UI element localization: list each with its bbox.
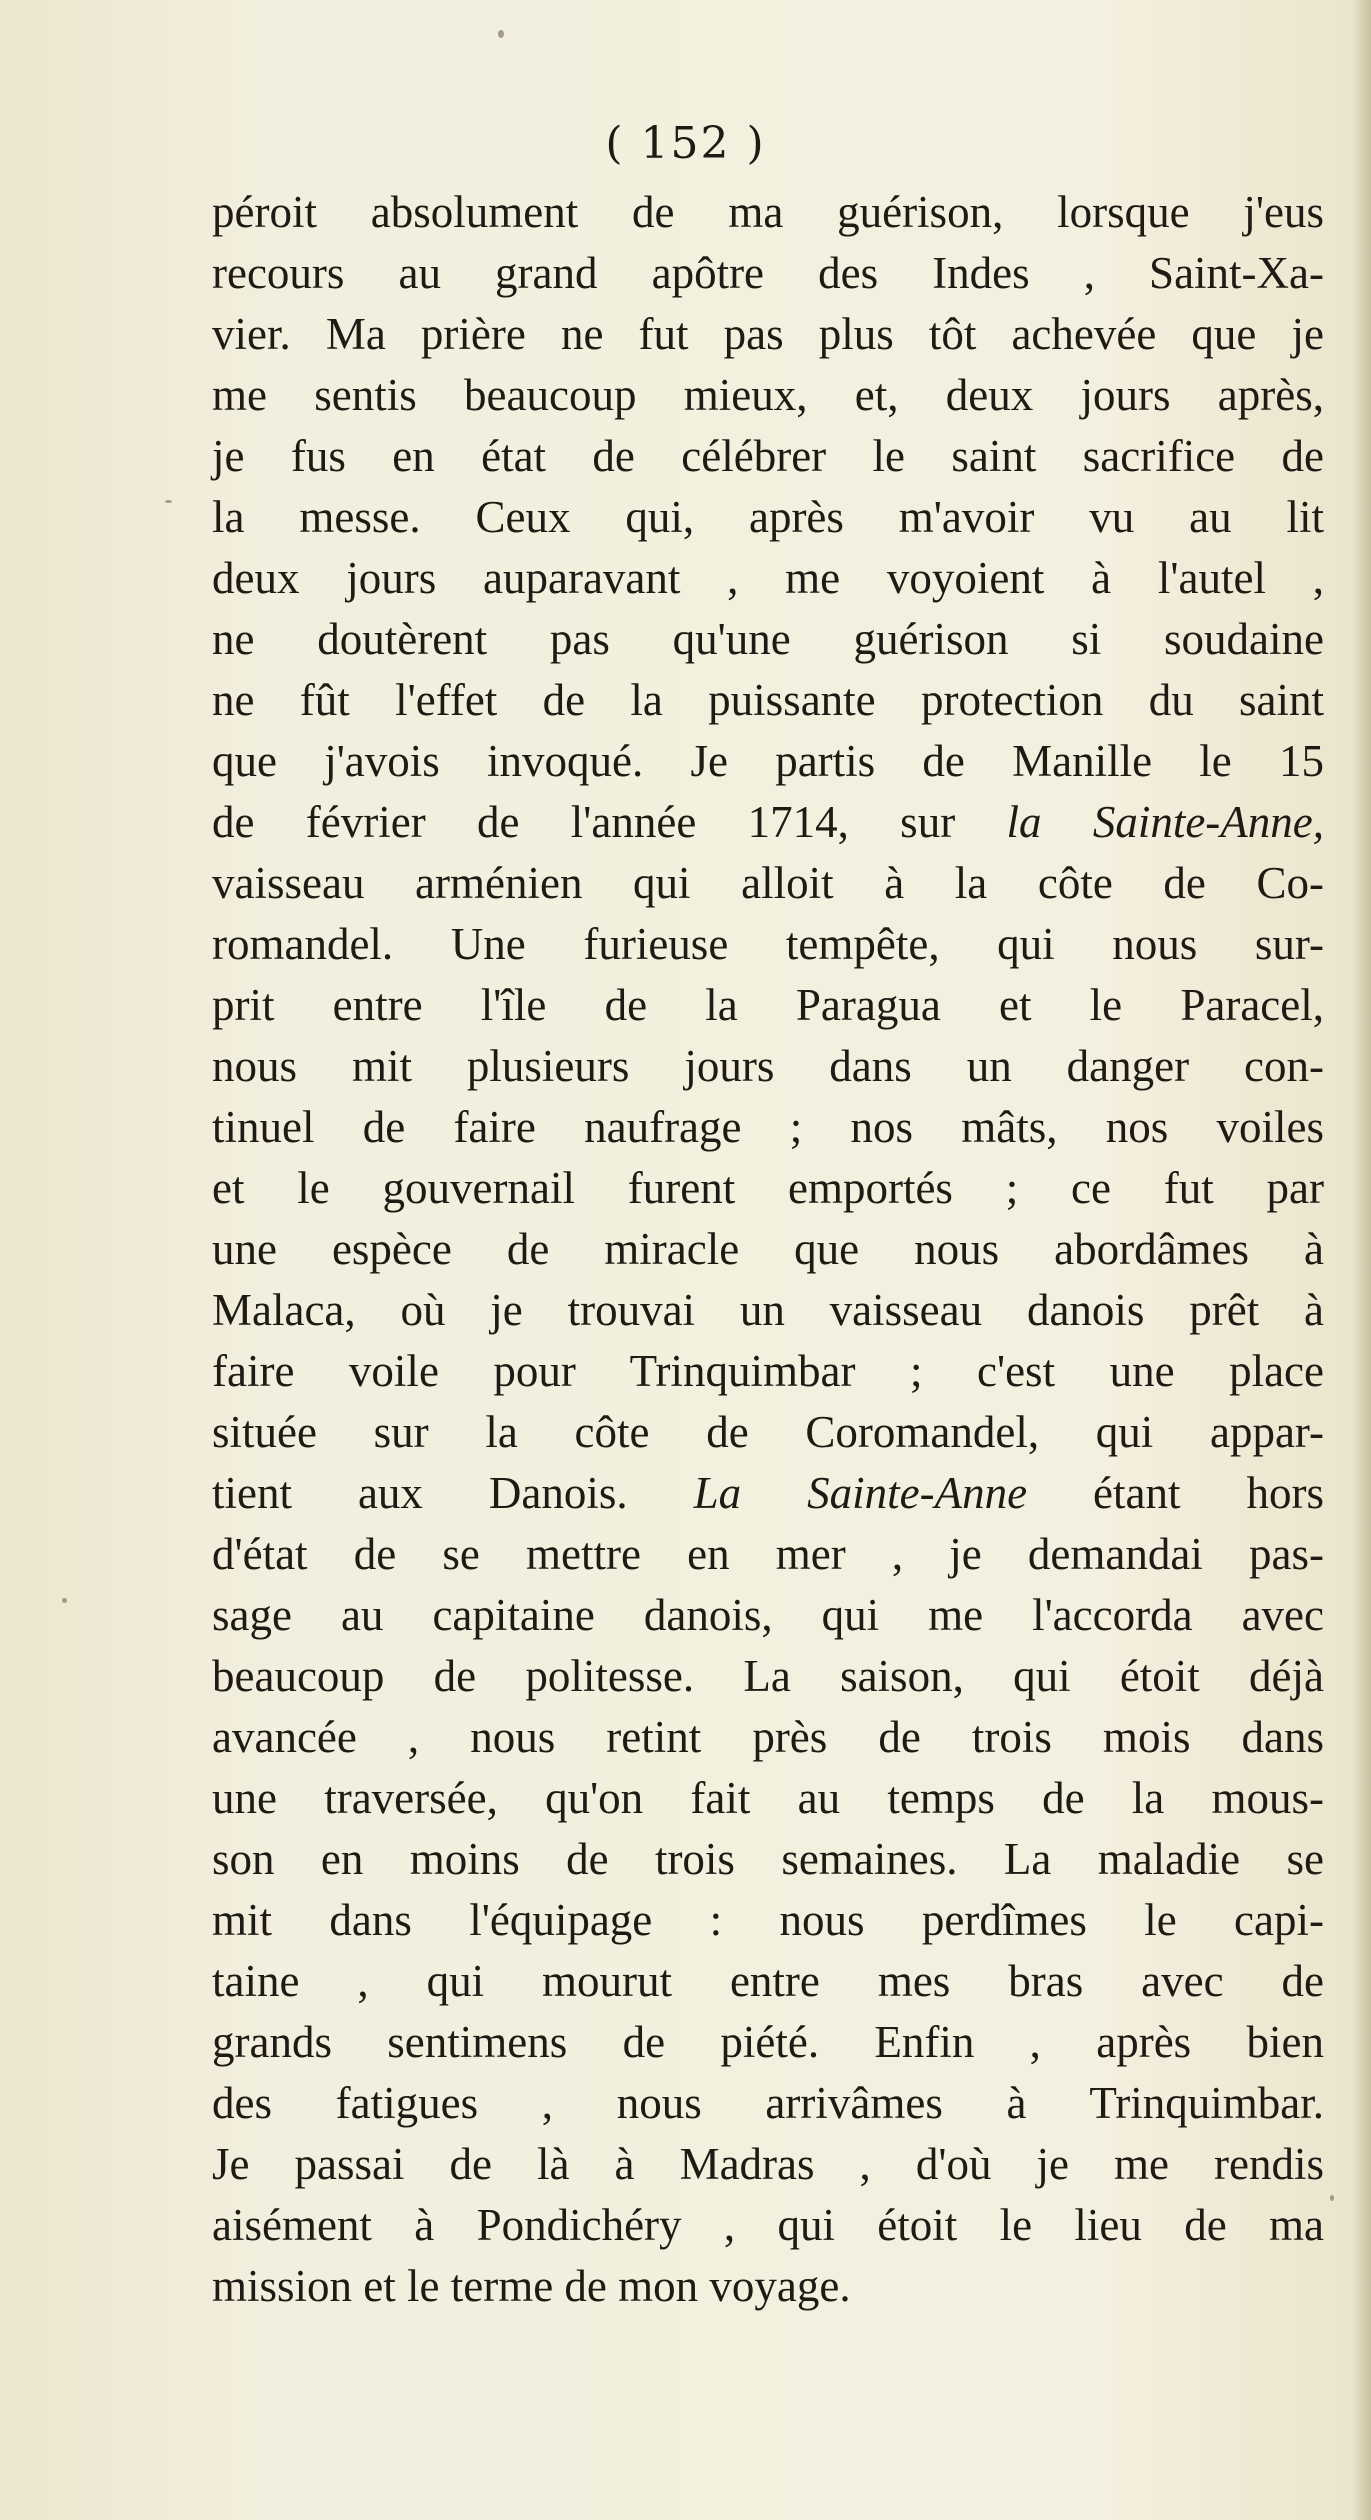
- text-line: [212, 1219, 1324, 1280]
- line-text: me sentis beaucoup mieux, et, deux jours après,: [212, 370, 1324, 420]
- line-text: la messe. Ceux qui, après m'avoir vu au lit: [212, 492, 1324, 542]
- line-text: je fus en état de célébrer le saint sacrifice de: [212, 431, 1324, 481]
- text-line: [212, 548, 1324, 609]
- text-line: [212, 2134, 1324, 2195]
- line-text: son en moins de trois semaines. La maladie se: [212, 1834, 1324, 1884]
- text-line: [212, 2012, 1324, 2073]
- text-line: [212, 792, 1324, 853]
- line-text: beaucoup de politesse. La saison, qui étoit déjà: [212, 1651, 1324, 1701]
- line-text: que j'avois invoqué. Je partis de Manille le 15: [212, 736, 1324, 786]
- body-text: [212, 182, 1324, 2317]
- text-line: [212, 182, 1324, 243]
- line-text: faire voile pour Trinquimbar ; c'est une place: [212, 1346, 1324, 1396]
- paper-speck: [62, 1598, 67, 1603]
- line-text: grands sentimens de piété. Enfin , après bien: [212, 2017, 1324, 2067]
- text-line: [212, 487, 1324, 548]
- text-line: [212, 975, 1324, 1036]
- text-line: [212, 853, 1324, 914]
- text-line: [212, 1951, 1324, 2012]
- text-line: [212, 731, 1324, 792]
- line-text: ne fût l'effet de la puissante protection du saint: [212, 675, 1324, 725]
- text-line: [212, 914, 1324, 975]
- text-line: [212, 1768, 1324, 1829]
- text-line: [212, 426, 1324, 487]
- line-text: taine , qui mourut entre mes bras avec de: [212, 1956, 1324, 2006]
- page-edge: [1349, 0, 1371, 2520]
- text-line: [212, 1158, 1324, 1219]
- line-text: et le gouvernail furent emportés ; ce fut par: [212, 1163, 1324, 1213]
- page-number: ( 152 ): [605, 118, 766, 169]
- text-line: [212, 1829, 1324, 1890]
- text-line: [212, 1280, 1324, 1341]
- text-line: [212, 2073, 1324, 2134]
- line-text: étant hors: [1027, 1468, 1324, 1518]
- text-line: [212, 1646, 1324, 1707]
- italic-text: La Sainte-Anne: [693, 1468, 1028, 1518]
- line-text: nous mit plusieurs jours dans un danger con-: [212, 1041, 1324, 1091]
- line-text: vaisseau arménien qui alloit à la côte de Co-: [212, 858, 1324, 908]
- paper-speck: [498, 30, 504, 38]
- line-text: Malaca, où je trouvai un vaisseau danois prêt à: [212, 1285, 1324, 1335]
- line-text: romandel. Une furieuse tempête, qui nous sur-: [212, 919, 1324, 969]
- text-line: [212, 1585, 1324, 1646]
- line-text: d'état de se mettre en mer , je demandai pas-: [212, 1529, 1324, 1579]
- text-line: [212, 1402, 1324, 1463]
- text-line: [212, 1036, 1324, 1097]
- line-text: péroit absolument de ma guérison, lorsque j'eus: [212, 187, 1324, 237]
- line-text: avancée , nous retint près de trois mois dans: [212, 1712, 1324, 1762]
- text-line: [212, 2195, 1324, 2256]
- line-text: une traversée, qu'on fait au temps de la mous-: [212, 1773, 1324, 1823]
- text-line: [212, 1097, 1324, 1158]
- line-text: tient aux Danois.: [212, 1468, 694, 1518]
- line-text: sage au capitaine danois, qui me l'accorda avec: [212, 1590, 1324, 1640]
- line-text: mit dans l'équipage : nous perdîmes le capi-: [212, 1895, 1324, 1945]
- text-line: [212, 243, 1324, 304]
- paper-speck: [165, 500, 172, 503]
- line-text: mission et le terme de mon voyage.: [212, 2261, 851, 2311]
- line-text: deux jours auparavant , me voyoient à l'autel ,: [212, 553, 1324, 603]
- text-line: [212, 670, 1324, 731]
- text-line: [212, 1341, 1324, 1402]
- text-line: [212, 365, 1324, 426]
- line-text: Je passai de là à Madras , d'où je me rendis: [212, 2139, 1324, 2189]
- text-line: [212, 1524, 1324, 1585]
- text-line: [212, 304, 1324, 365]
- line-text: vier. Ma prière ne fut pas plus tôt achevée que je: [212, 309, 1324, 359]
- text-line: [212, 1890, 1324, 1951]
- line-text: ne doutèrent pas qu'une guérison si soudaine: [212, 614, 1324, 664]
- line-text: une espèce de miracle que nous abordâmes à: [212, 1224, 1324, 1274]
- line-text: de février de l'année 1714, sur: [212, 797, 1007, 847]
- text-line: [212, 1463, 1324, 1524]
- text-line: [212, 609, 1324, 670]
- text-line: [212, 2256, 1324, 2317]
- line-text: des fatigues , nous arrivâmes à Trinquimbar.: [212, 2078, 1324, 2128]
- paper-speck: [1330, 2195, 1334, 2201]
- line-text: située sur la côte de Coromandel, qui appar-: [212, 1407, 1324, 1457]
- line-text: recours au grand apôtre des Indes , Saint-Xa-: [212, 248, 1324, 298]
- line-text: tinuel de faire naufrage ; nos mâts, nos voiles: [212, 1102, 1324, 1152]
- line-text: prit entre l'île de la Paragua et le Paracel,: [212, 980, 1324, 1030]
- text-line: [212, 1707, 1324, 1768]
- italic-text: la Sainte-Anne,: [1006, 797, 1324, 847]
- line-text: aisément à Pondichéry , qui étoit le lieu de ma: [212, 2200, 1324, 2250]
